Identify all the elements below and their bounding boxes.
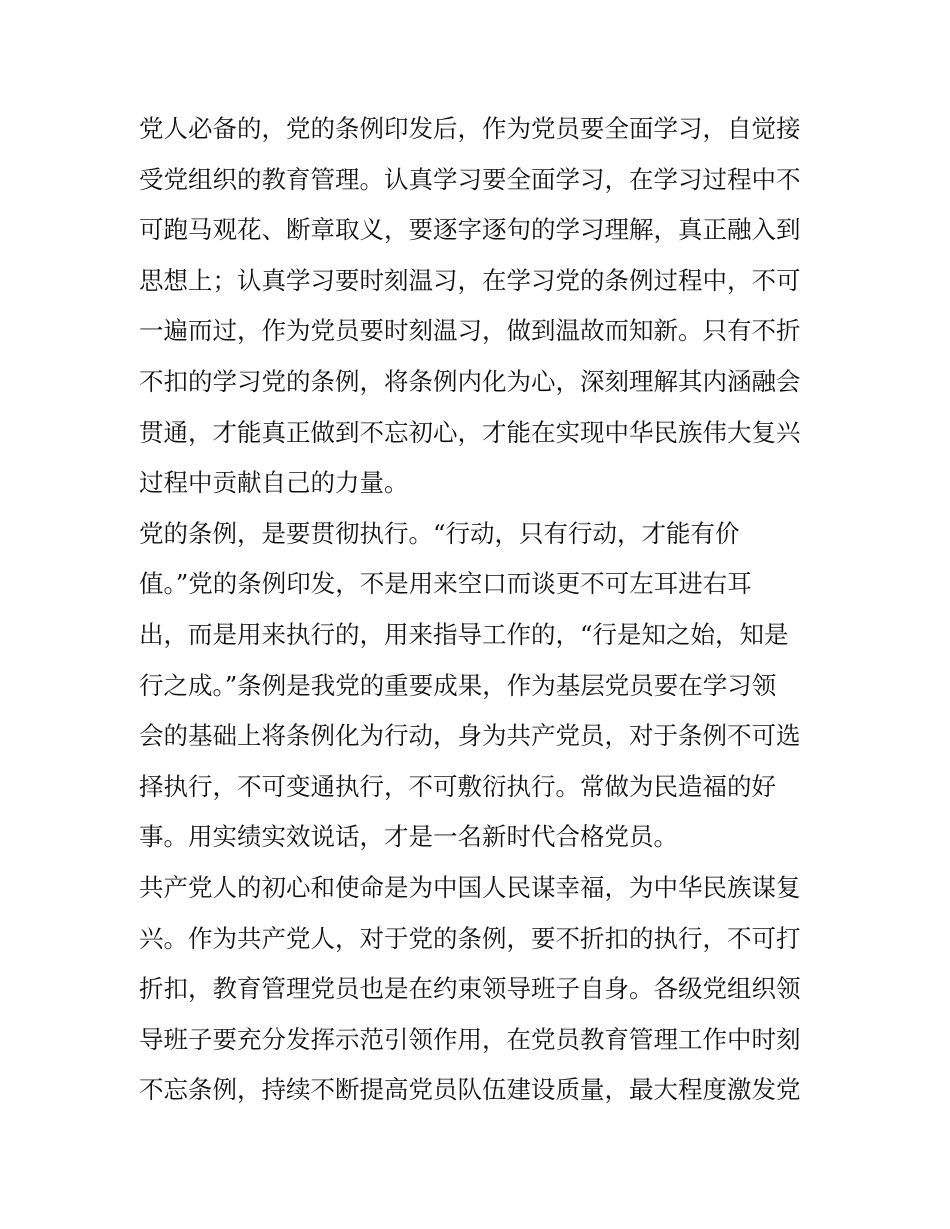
text-line: 出，而是用来执行的，用来指导工作的，“行是知之始，知是 bbox=[139, 619, 789, 649]
text-line: 折扣，教育管理党员也是在约束领导班子自身。各级党组织领 bbox=[139, 974, 801, 1004]
text-line: 思想上；认真学习要时刻温习，在学习党的条例过程中，不可 bbox=[139, 265, 801, 295]
text-line: 事。用实绩实效说话，才是一名新时代合格党员。 bbox=[139, 822, 678, 852]
text-line: 兴。作为共产党人，对于党的条例，要不折扣的执行，不可打 bbox=[139, 923, 801, 953]
text-line: 一遍而过，作为党员要时刻温习，做到温故而知新。只有不折 bbox=[139, 316, 801, 346]
text-line: 党的条例，是要贯彻执行。“行动，只有行动，才能有价 bbox=[139, 518, 740, 548]
text-line: 受党组织的教育管理。认真学习要全面学习，在学习过程中不 bbox=[139, 164, 801, 194]
text-line: 不扣的学习党的条例，将条例内化为心，深刻理解其内涵融会 bbox=[139, 366, 801, 396]
text-line: 可跑马观花、断章取义，要逐字逐句的学习理解，真正融入到 bbox=[139, 215, 801, 245]
text-line: 导班子要充分发挥示范引领作用，在党员教育管理工作中时刻 bbox=[139, 1024, 801, 1054]
body-text bbox=[139, 104, 819, 1116]
text-line: 值。”党的条例印发，不是用来空口而谈更不可左耳进右耳 bbox=[139, 569, 752, 599]
text-line: 行之成。”条例是我党的重要成果，作为基层党员要在学习领 bbox=[139, 670, 777, 700]
text-line: 会的基础上将条例化为行动，身为共产党员，对于条例不可选 bbox=[139, 721, 801, 751]
text-line: 过程中贡献自己的力量。 bbox=[139, 468, 409, 498]
text-line: 共产党人的初心和使命是为中国人民谋幸福，为中华民族谋复 bbox=[139, 872, 801, 902]
text-line: 不忘条例，持续不断提高党员队伍建设质量，最大程度激发党 bbox=[139, 1075, 801, 1105]
text-line: 贯通，才能真正做到不忘初心，才能在实现中华民族伟大复兴 bbox=[139, 417, 801, 447]
text-line: 择执行，不可变通执行，不可敷衍执行。常做为民造福的好 bbox=[139, 771, 776, 801]
text-line: 党人必备的，党的条例印发后，作为党员要全面学习，自觉接 bbox=[139, 114, 801, 143]
